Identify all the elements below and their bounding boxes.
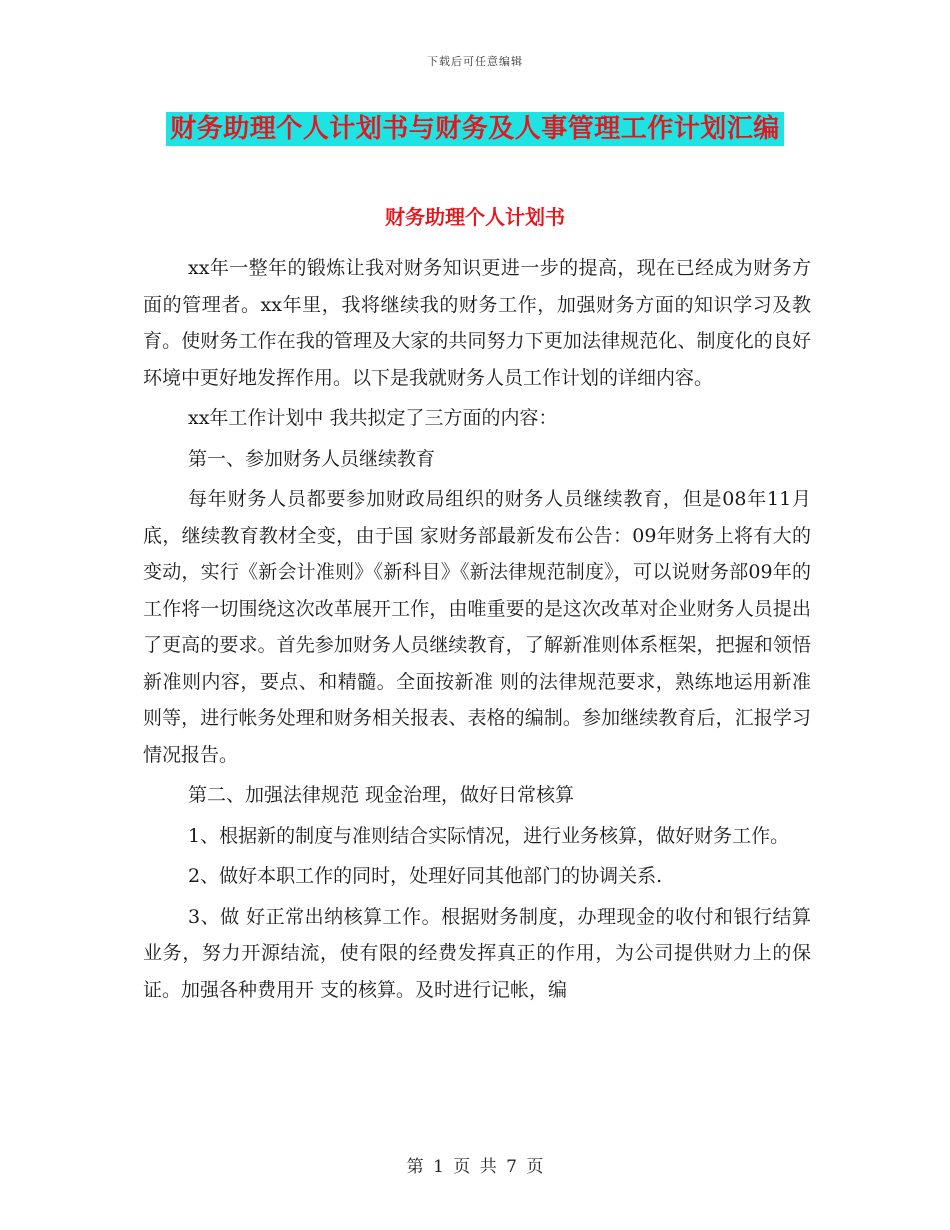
list-item-1: 1、根据新的制度与准则结合实际情况，进行业务核算，做好财务工作。 — [188, 824, 790, 847]
heading-section-one: 第一、参加财务人员继续教育 — [188, 447, 436, 470]
page-footer: 第 1 页 共 7 页 — [406, 1157, 544, 1177]
list-item-3: 3、做 好正常出纳核算工作。根据财务制度，办理现金的收付和银行结算业务，努力开源结流，使有限的经费发挥真正的作用，为公司提供财力上的保证。加强各种费用开 支的核算。及时进行记帐，编 — [143, 905, 811, 1001]
paragraph-intro: xx年一整年的锻炼让我对财务知识更进一步的提高，现在已经成为财务方面的管理者。xx年里，我将继续我的财务工作，加强财务方面的知识学习及教育。使财务工作在我的管理及大家的共同努力下更加法律规范化、制度化的良好环境中更好地发挥作用。以下是我就财务人员工作计划的详细内容。 — [143, 257, 811, 389]
heading-section-two: 第二、加强法律规范 现金治理，做好日常核算 — [188, 784, 575, 806]
section-title: 财务助理个人计划书 — [385, 205, 565, 229]
document-body — [143, 250, 811, 1008]
main-title-wrapper — [0, 112, 950, 146]
list-item-2: 2、做好本职工作的同时，处理好同其他部门的协调关系. — [188, 865, 663, 887]
page-header-note: 下载后可任意编辑 — [427, 55, 523, 68]
paragraph-plan-overview: xx年工作计划中 我共拟定了三方面的内容： — [188, 407, 558, 429]
document-title: 财务助理个人计划书与财务及人事管理工作计划汇编 — [166, 112, 784, 146]
paragraph-continuing-education: 每年财务人员都要参加财政局组织的财务人员继续教育，但是08年11月底，继续教育教材全变，由于国 家财务部最新发布公告：09年财务上将有大的变动，实行《新会计准则》《新科目》《新法律规范制度》，可以说财务部09年的工作将一切围绕这次改革展开工作，由唯重要的是这次改革对企业财务人员提出了更高的要求。首先参加财务人员继续教育，了解新准则体系框架，把握和领悟新准则内容，要点、和精髓。全面按新准 则的法律规范要求，熟练地运用新准则等，进行帐务处理和财务相关报表、表格的编制。参加继续教育后，汇报学习情况报告。 — [143, 488, 811, 766]
